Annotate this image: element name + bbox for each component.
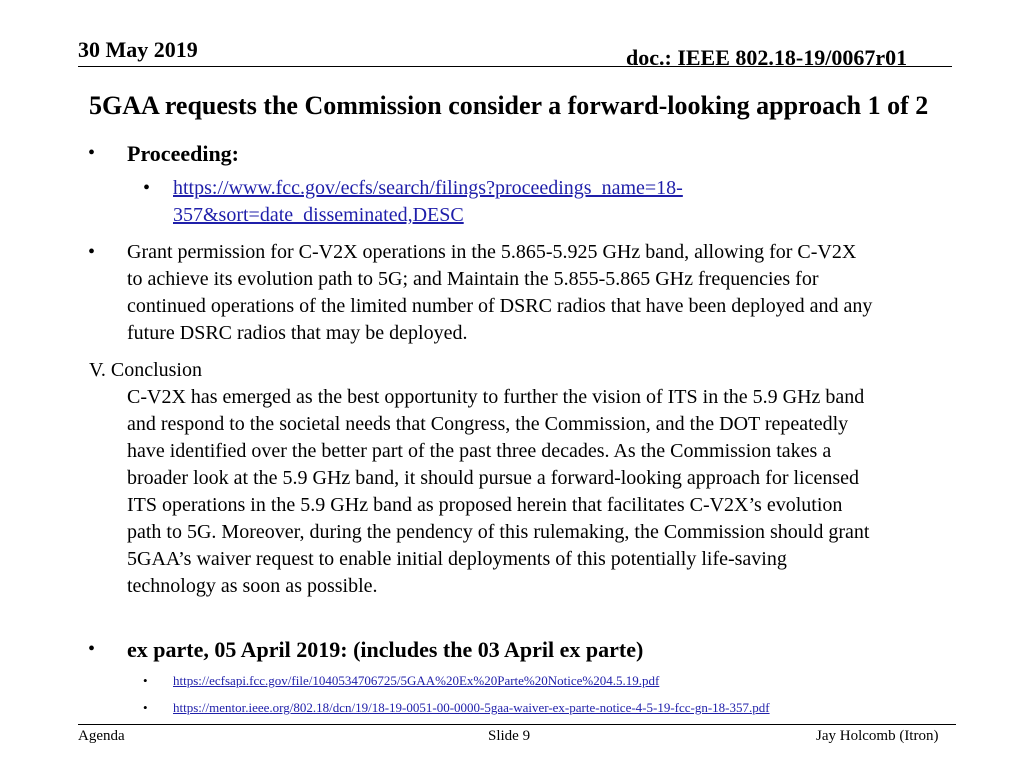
conclusion-line: and respond to the societal needs that Congress, the Commission, and the DOT repeatedly xyxy=(127,413,849,435)
conclusion-paragraph xyxy=(127,384,1007,600)
footer-left: Agenda xyxy=(78,728,125,744)
footer-author: Jay Holcomb (Itron) xyxy=(816,728,939,744)
conclusion-line: ITS operations in the 5.9 GHz band as proposed herein that facilitates C-V2X’s evolution xyxy=(127,494,843,516)
footer-slide-number: Slide 9 xyxy=(488,728,531,744)
footer-divider xyxy=(78,724,956,725)
grant-line: continued operations of the limited number of DSRC radios that have been deployed and any xyxy=(127,295,873,317)
slide-title: 5GAA requests the Commission consider a forward-looking approach 1 of 2 xyxy=(89,91,929,120)
grant-line: to achieve its evolution path to 5G; and Maintain the 5.855-5.865 GHz frequencies for xyxy=(127,268,819,290)
header-date: 30 May 2019 xyxy=(78,37,198,62)
exparte-link-1[interactable]: https://ecfsapi.fcc.gov/file/1040534706725/5GAA%20Ex%20Parte%20Notice%204.5.19.pdf xyxy=(173,673,660,688)
bullet-exparte-link-1-marker: • xyxy=(143,673,148,688)
proceeding-link-line-1: https://www.fcc.gov/ecfs/search/filings?proceedings_name=18- xyxy=(173,177,683,199)
proceeding-label: Proceeding: xyxy=(127,141,240,166)
conclusion-line: have identified over the better part of the past three decades. As the Commission takes a xyxy=(127,440,832,462)
exparte-label: ex parte, 05 April 2019: (includes the 03 April ex parte) xyxy=(127,637,644,662)
bullet-exparte-link-2-marker: • xyxy=(143,700,148,715)
proceeding-link-line-2: 357&sort=date_disseminated,DESC xyxy=(173,204,464,226)
grant-line: Grant permission for C-V2X operations in the 5.865-5.925 GHz band, allowing for C-V2X xyxy=(127,241,857,263)
conclusion-line: 5GAA’s waiver request to enable initial deployments of this potentially life-saving xyxy=(127,548,787,570)
header-divider xyxy=(78,66,952,67)
bullet-proceeding-marker: • xyxy=(88,142,96,164)
conclusion-heading: V. Conclusion xyxy=(89,359,202,381)
bullet-exparte-marker: • xyxy=(88,638,96,660)
proceeding-link[interactable] xyxy=(173,175,813,229)
conclusion-line: C-V2X has emerged as the best opportunity to further the vision of ITS in the 5.9 GHz band xyxy=(127,386,865,408)
bullet-grant-marker: • xyxy=(88,241,96,263)
bullet-proceeding-link-marker: • xyxy=(143,177,151,199)
grant-paragraph xyxy=(127,239,1007,347)
conclusion-line: technology as soon as possible. xyxy=(127,575,378,597)
conclusion-line: broader look at the 5.9 GHz band, it should pursue a forward-looking approach for licensed xyxy=(127,467,860,489)
header-doc-id: doc.: IEEE 802.18-19/0067r01 xyxy=(626,45,908,70)
exparte-link-2[interactable]: https://mentor.ieee.org/802.18/dcn/19/18-19-0051-00-0000-5gaa-waiver-ex-parte-notice-4-5-19-fcc-gn-18-357.pdf xyxy=(173,700,770,715)
grant-line: future DSRC radios that may be deployed. xyxy=(127,322,468,344)
conclusion-line: path to 5G. Moreover, during the pendency of this rulemaking, the Commission should grant xyxy=(127,521,870,543)
